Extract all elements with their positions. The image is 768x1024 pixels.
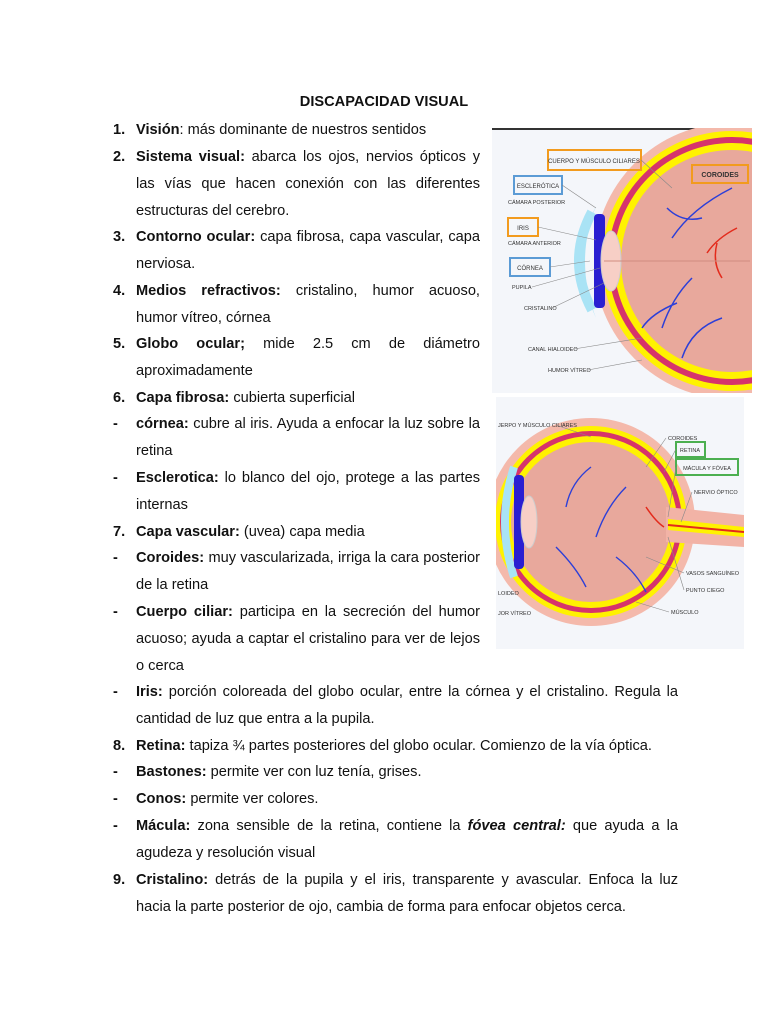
document-title: DISCAPACIDAD VISUAL — [299, 94, 469, 110]
term-definition: permite ver colores. — [186, 791, 319, 807]
label-hialoideo: LOIDEO — [498, 591, 519, 597]
term-definition: mide 2.5 cm de diámetro aproximadamente — [136, 336, 480, 379]
term-label: Globo ocular; — [136, 336, 245, 352]
emphasis-text: fóvea central: — [467, 818, 566, 834]
list-marker: - — [113, 764, 118, 780]
term-definition: capa fibrosa, capa vascular, capa nerviosa. — [136, 229, 480, 272]
term-label: Bastones: — [136, 764, 207, 780]
label-humor-vitreo-2: JOR VÍTREO — [498, 611, 532, 617]
term-definition: lo blanco del ojo, protege a las partes internas — [136, 470, 480, 513]
list-marker: 5. — [113, 336, 126, 352]
term-label: Esclerotica: — [136, 470, 219, 486]
list-marker: - — [113, 818, 118, 834]
term-label: Coroides: — [136, 550, 205, 566]
term-definition: tapiza ¾ partes posteriores del globo ocular. Comienzo de la vía óptica. — [185, 738, 652, 754]
term-label: Medios refractivos: — [136, 283, 281, 299]
term-definition: zona sensible de la retina, contiene la — [190, 818, 468, 834]
term-definition: abarca los ojos, nervios ópticos y las vías que hacen conexión con las diferentes estructuras del cerebro. — [136, 149, 480, 219]
term-label: Sistema visual: — [136, 149, 245, 165]
label-nervio-optico: NERVIO ÓPTICO — [694, 490, 738, 496]
list-item-text — [136, 331, 480, 385]
list-item-text — [136, 224, 480, 278]
list-item-text — [136, 465, 480, 519]
eye-anatomy-diagram-bottom — [496, 397, 744, 649]
label-esclerotica: ESCLERÓTICA — [516, 184, 560, 190]
term-definition: porción coloreada del globo ocular, entre la córnea y el cristalino. Regula la cantidad de luz que entra a la pupila. — [136, 684, 678, 727]
list-item-text — [136, 545, 480, 599]
term-label: Cristalino: — [136, 872, 209, 888]
label-punto-ciego: PUNTO CIEGO — [686, 588, 725, 594]
list-item-text — [136, 867, 678, 921]
eye-anatomy-diagram-top — [492, 128, 752, 393]
list-marker: - — [113, 684, 118, 700]
term-label: Contorno ocular: — [136, 229, 256, 245]
term-definition-tail: que ayuda a la agudeza y resolución visual — [136, 818, 678, 861]
term-definition: cubierta superficial — [229, 390, 355, 406]
label-vasos-sanguineos: VASOS SANGUÍNEO — [686, 571, 740, 577]
list-marker: 4. — [113, 283, 126, 299]
term-definition: cubre al iris. Ayuda a enfocar la luz sobre la retina — [136, 416, 480, 459]
list-marker: 7. — [113, 524, 126, 540]
label-camara-anterior: CÁMARA ANTERIOR — [508, 241, 561, 247]
list-marker: 2. — [113, 149, 126, 165]
label-camara-posterior: CÁMARA POSTERIOR — [508, 200, 566, 206]
list-item-text — [136, 144, 480, 225]
label-coroides-2: COROIDES — [668, 436, 698, 442]
list-marker: - — [113, 550, 118, 566]
label-iris: IRIS — [517, 226, 529, 232]
list-item-text — [136, 385, 480, 412]
term-definition: : más dominante de nuestros sentidos — [179, 122, 427, 138]
term-label: córnea: — [136, 416, 189, 432]
list-item-text — [136, 519, 480, 546]
list-item-text — [136, 759, 678, 786]
label-musculo: MÚSCULO — [671, 610, 699, 616]
term-definition: permite ver con luz tenía, grises. — [206, 764, 422, 780]
list-item-text — [136, 599, 480, 680]
list-marker: 1. — [113, 122, 126, 138]
label-canal-hialoideo: CANAL HIALOIDEO — [528, 347, 578, 353]
list-marker: 9. — [113, 872, 126, 888]
term-label: Mácula: — [136, 818, 191, 834]
label-cornea: CÓRNEA — [517, 266, 543, 272]
list-item-text — [136, 733, 678, 760]
list-item-text — [136, 679, 678, 733]
list-marker: - — [113, 416, 118, 432]
term-label: Iris: — [136, 684, 163, 700]
label-macula-fovea: MÁCULA Y FÓVEA — [683, 466, 731, 472]
list-marker: 6. — [113, 390, 126, 406]
term-definition: (uvea) capa media — [239, 524, 365, 540]
list-item-text — [136, 411, 480, 465]
label-humor-vitreo: HUMOR VÍTREO — [548, 368, 591, 374]
list-item-text — [136, 278, 480, 332]
term-label: Retina: — [136, 738, 186, 754]
list-item-text — [136, 117, 480, 144]
term-definition: participa en la secreción del humor acuoso; ayuda a captar el cristalino para ver de lejos o cerca — [136, 604, 480, 674]
label-pupila: PUPILA — [512, 285, 532, 291]
term-label: Cuerpo ciliar: — [136, 604, 233, 620]
list-item-text — [136, 813, 678, 867]
label-cuerpo-ciliar: CUERPO Y MÚSCULO CILIARES — [548, 159, 640, 165]
label-coroides: COROIDES — [701, 172, 739, 179]
label-cristalino: CRISTALINO — [524, 306, 557, 312]
list-marker: - — [113, 791, 118, 807]
term-definition: detrás de la pupila y el iris, transparente y avascular. Enfoca la luz hacia la parte posterior de ojo, cambia de forma para enfocar objetos cerca. — [136, 872, 678, 915]
term-label: Capa vascular: — [136, 524, 240, 540]
list-item-text — [136, 786, 678, 813]
list-marker: 8. — [113, 738, 126, 754]
term-label: Capa fibrosa: — [136, 390, 230, 406]
list-marker: - — [113, 604, 118, 620]
label-cuerpo-ciliar-2: JERPO Y MÚSCULO CILIARES — [498, 423, 577, 429]
label-retina: RETINA — [679, 448, 701, 454]
list-marker: - — [113, 470, 118, 486]
term-definition: cristalino, humor acuoso, humor vítreo, córnea — [136, 283, 480, 326]
term-label: Conos: — [136, 791, 187, 807]
term-definition: muy vascularizada, irriga la cara posterior de la retina — [136, 550, 480, 593]
term-label: Visión — [136, 122, 180, 138]
list-marker: 3. — [113, 229, 126, 245]
